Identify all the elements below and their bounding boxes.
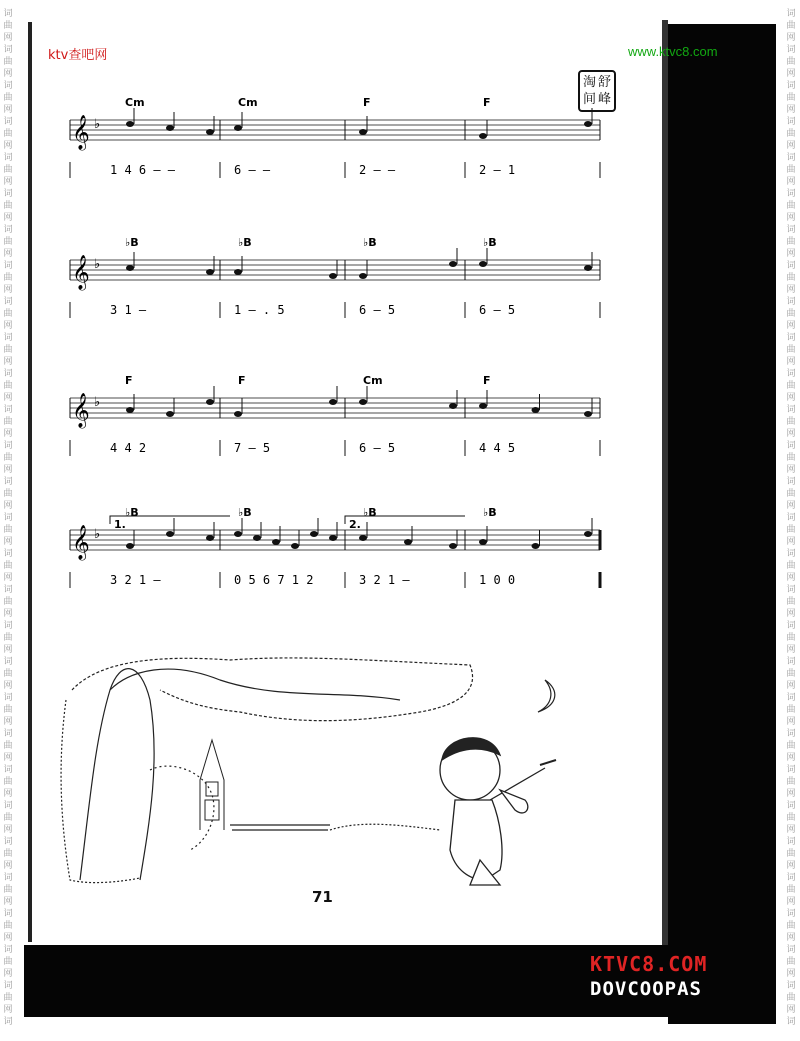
watermark-char: 网 <box>3 717 13 727</box>
watermark-char: 曲 <box>786 93 796 103</box>
watermark-char: 网 <box>786 825 796 835</box>
watermark-char: 词 <box>786 189 796 199</box>
jianpu-measure: 1 4 6 — — <box>110 163 176 177</box>
watermark-char: 曲 <box>786 129 796 139</box>
watermark-char: 曲 <box>3 237 13 247</box>
watermark-char: 网 <box>3 177 13 187</box>
jianpu-measure: 6 — 5 <box>479 303 516 317</box>
treble-clef: 𝄞 <box>72 115 90 150</box>
notehead <box>532 543 540 549</box>
watermark-char: 网 <box>3 393 13 403</box>
page-number: 71 <box>312 888 333 906</box>
jianpu-measure: 1 — . 5 <box>234 303 285 317</box>
watermark-char: 曲 <box>3 561 13 571</box>
ktvc8-logo: KTVC8.COM DOVCOOPAS <box>590 952 708 1000</box>
watermark-char: 网 <box>786 933 796 943</box>
key-signature-flat: ♭ <box>94 257 101 272</box>
notehead <box>532 407 540 413</box>
watermark-char: 词 <box>786 801 796 811</box>
jianpu-measure: 0 5 6 7 1 2 <box>234 573 314 587</box>
watermark-char: 曲 <box>786 741 796 751</box>
watermark-char: 网 <box>3 933 13 943</box>
notehead <box>479 403 487 409</box>
notehead <box>449 403 457 409</box>
watermark-char: 词 <box>3 297 13 307</box>
notehead <box>584 265 592 271</box>
watermark-char: 词 <box>3 333 13 343</box>
notehead <box>166 411 174 417</box>
watermark-char: 网 <box>786 393 796 403</box>
watermark-char: 曲 <box>3 777 13 787</box>
watermark-char: 曲 <box>786 165 796 175</box>
watermark-char: 词 <box>3 693 13 703</box>
watermark-char: 网 <box>786 897 796 907</box>
watermark-char: 词 <box>3 585 13 595</box>
watermark-char: 词 <box>3 837 13 847</box>
notehead <box>329 273 337 279</box>
seal-stamp: 淘 舒间 峰 <box>578 70 616 112</box>
watermark-char: 词 <box>3 765 13 775</box>
watermark-char: 网 <box>3 789 13 799</box>
jianpu-measure: 4 4 5 <box>479 441 516 455</box>
watermark-char: 网 <box>3 285 13 295</box>
watermark-char: 网 <box>3 465 13 475</box>
watermark-char: 词 <box>786 477 796 487</box>
chord-symbol: ♭B <box>238 506 252 519</box>
watermark-char: 曲 <box>786 813 796 823</box>
watermark-char: 曲 <box>786 309 796 319</box>
notehead <box>126 407 134 413</box>
notehead <box>584 411 592 417</box>
notehead <box>253 535 261 541</box>
watermark-char: 网 <box>3 357 13 367</box>
watermark-char: 词 <box>786 657 796 667</box>
watermark-char: 网 <box>786 573 796 583</box>
notehead <box>234 125 242 131</box>
watermark-char: 词 <box>3 405 13 415</box>
watermark-char: 网 <box>3 861 13 871</box>
watermark-char: 网 <box>3 1005 13 1015</box>
watermark-char: 曲 <box>786 453 796 463</box>
watermark-char: 网 <box>3 249 13 259</box>
watermark-char: 曲 <box>3 705 13 715</box>
watermark-char: 曲 <box>3 309 13 319</box>
watermark-char: 网 <box>786 609 796 619</box>
chord-symbol: ♭B <box>483 506 497 519</box>
watermark-char: 网 <box>3 321 13 331</box>
watermark-char: 词 <box>786 585 796 595</box>
watermark-char: 曲 <box>3 201 13 211</box>
watermark-char: 词 <box>786 549 796 559</box>
treble-clef: 𝄞 <box>72 255 90 290</box>
treble-clef: 𝄞 <box>72 525 90 560</box>
watermark-char: 曲 <box>3 669 13 679</box>
chord-symbol: F <box>483 374 491 387</box>
notehead <box>584 121 592 127</box>
watermark-char: 词 <box>3 153 13 163</box>
watermark-char: 曲 <box>786 21 796 31</box>
watermark-char: 曲 <box>3 813 13 823</box>
chord-symbol: ♭B <box>125 236 139 249</box>
jianpu-measure: 3 2 1 — <box>359 573 410 587</box>
watermark-char: 网 <box>3 573 13 583</box>
watermark-char: 曲 <box>3 381 13 391</box>
watermark-char: 曲 <box>3 849 13 859</box>
watermark-char: 网 <box>3 681 13 691</box>
watermark-char: 曲 <box>3 165 13 175</box>
watermark-char: 词 <box>786 693 796 703</box>
watermark-char: 曲 <box>3 129 13 139</box>
watermark-char: 词 <box>786 297 796 307</box>
watermark-char: 曲 <box>786 525 796 535</box>
watermark-char: 网 <box>786 105 796 115</box>
watermark-char: 词 <box>786 9 796 19</box>
watermark-char: 网 <box>786 177 796 187</box>
jianpu-measure: 2 — — <box>359 163 396 177</box>
watermark-char: 曲 <box>786 921 796 931</box>
watermark-char: 词 <box>3 729 13 739</box>
watermark-char: 网 <box>786 33 796 43</box>
chord-symbol: ♭B <box>483 236 497 249</box>
watermark-char: 网 <box>3 609 13 619</box>
watermark-char: 词 <box>3 81 13 91</box>
key-signature-flat: ♭ <box>94 117 101 132</box>
jianpu-measure: 3 1 — <box>110 303 147 317</box>
watermark-char: 曲 <box>3 525 13 535</box>
watermark-char: 网 <box>786 789 796 799</box>
watermark-char: 曲 <box>786 489 796 499</box>
watermark-char: 词 <box>3 117 13 127</box>
watermark-char: 网 <box>786 141 796 151</box>
notehead <box>166 531 174 537</box>
watermark-char: 曲 <box>786 597 796 607</box>
watermark-char: 曲 <box>786 957 796 967</box>
watermark-char: 曲 <box>786 669 796 679</box>
watermark-char: 词 <box>786 729 796 739</box>
watermark-char: 网 <box>786 753 796 763</box>
chord-symbol: Cm <box>238 96 258 109</box>
moon-icon <box>538 680 555 712</box>
watermark-char: 曲 <box>786 849 796 859</box>
jianpu-measure: 6 — 5 <box>359 441 396 455</box>
jianpu-measure: 6 — 5 <box>359 303 396 317</box>
watermark-char: 曲 <box>786 57 796 67</box>
watermark-char: 词 <box>786 873 796 883</box>
notehead <box>234 531 242 537</box>
watermark-char: 曲 <box>786 417 796 427</box>
chord-symbol: F <box>483 96 491 109</box>
watermark-char: 网 <box>3 501 13 511</box>
watermark-char: 词 <box>3 45 13 55</box>
watermark-char: 词 <box>786 513 796 523</box>
watermark-char: 词 <box>3 9 13 19</box>
watermark-char: 词 <box>786 405 796 415</box>
watermark-char: 网 <box>786 213 796 223</box>
notehead <box>584 531 592 537</box>
key-signature-flat: ♭ <box>94 527 101 542</box>
watermark-char: 词 <box>786 909 796 919</box>
notehead <box>359 399 367 405</box>
notehead <box>166 125 174 131</box>
watermark-char: 词 <box>3 657 13 667</box>
jianpu-measure: 6 — — <box>234 163 271 177</box>
watermark-char: 网 <box>3 69 13 79</box>
watermark-char: 曲 <box>786 237 796 247</box>
watermark-char: 词 <box>786 117 796 127</box>
notehead <box>206 535 214 541</box>
watermark-char: 词 <box>3 909 13 919</box>
watermark-char: 网 <box>786 429 796 439</box>
notehead <box>310 531 318 537</box>
watermark-char: 词 <box>786 981 796 991</box>
notehead <box>206 269 214 275</box>
watermark-char: 词 <box>786 441 796 451</box>
jianpu-measure: 3 2 1 — <box>110 573 161 587</box>
notehead <box>479 261 487 267</box>
watermark-char: 词 <box>3 981 13 991</box>
watermark-char: 词 <box>3 477 13 487</box>
watermark-char: 网 <box>3 897 13 907</box>
jianpu-measure: 1 0 0 <box>479 573 516 587</box>
watermark-char: 网 <box>786 69 796 79</box>
watermark-char: 词 <box>3 513 13 523</box>
notehead <box>234 411 242 417</box>
chord-symbol: F <box>363 96 371 109</box>
watermark-char: 曲 <box>3 741 13 751</box>
watermark-char: 词 <box>786 621 796 631</box>
watermark-char: 曲 <box>3 633 13 643</box>
watermark-char: 词 <box>3 1017 13 1027</box>
watermark-char: 网 <box>3 429 13 439</box>
notehead <box>359 273 367 279</box>
watermark-char: 曲 <box>3 273 13 283</box>
volta-number: 2. <box>349 518 361 531</box>
watermark-char: 曲 <box>3 345 13 355</box>
watermark-char: 词 <box>786 225 796 235</box>
watermark-char: 曲 <box>3 885 13 895</box>
jianpu-measure: 4 4 2 <box>110 441 147 455</box>
watermark-char: 网 <box>3 33 13 43</box>
watermark-char: 网 <box>3 969 13 979</box>
watermark-char: 词 <box>786 333 796 343</box>
notehead <box>126 121 134 127</box>
watermark-char: 网 <box>786 861 796 871</box>
watermark-char: 曲 <box>3 597 13 607</box>
watermark-char: 曲 <box>786 201 796 211</box>
chord-symbol: F <box>238 374 246 387</box>
watermark-char: 词 <box>3 369 13 379</box>
watermark-char: 网 <box>786 969 796 979</box>
watermark-char: 曲 <box>786 633 796 643</box>
notehead <box>479 133 487 139</box>
notehead <box>359 129 367 135</box>
tree-illustration <box>61 658 472 883</box>
watermark-char: 网 <box>3 537 13 547</box>
watermark-char: 曲 <box>3 21 13 31</box>
watermark-char: 曲 <box>786 993 796 1003</box>
watermark-char: 网 <box>3 105 13 115</box>
watermark-right: www.ktvc8.com <box>628 44 718 59</box>
watermark-char: 网 <box>786 645 796 655</box>
watermark-char: 网 <box>3 645 13 655</box>
watermark-char: 曲 <box>786 705 796 715</box>
watermark-char: 网 <box>786 465 796 475</box>
notehead <box>329 535 337 541</box>
watermark-char: 曲 <box>786 885 796 895</box>
boy-violinist-drawing <box>440 738 556 885</box>
watermark-char: 曲 <box>786 381 796 391</box>
watermark-char: 词 <box>786 153 796 163</box>
notehead <box>206 399 214 405</box>
watermark-char: 词 <box>3 549 13 559</box>
watermark-char: 网 <box>786 537 796 547</box>
notehead <box>329 399 337 405</box>
jianpu-measure: 2 — 1 <box>479 163 516 177</box>
notehead <box>234 269 242 275</box>
watermark-char: 曲 <box>786 273 796 283</box>
watermark-char: 网 <box>786 717 796 727</box>
watermark-char: 曲 <box>786 345 796 355</box>
watermark-char: 词 <box>786 1017 796 1027</box>
watermark-char: 曲 <box>3 57 13 67</box>
treble-clef: 𝄞 <box>72 393 90 428</box>
watermark-char: 词 <box>3 225 13 235</box>
watermark-char: 曲 <box>3 489 13 499</box>
notehead <box>404 539 412 545</box>
notehead <box>126 543 134 549</box>
watermark-char: 词 <box>786 81 796 91</box>
chord-symbol: ♭B <box>238 236 252 249</box>
watermark-char: 曲 <box>3 93 13 103</box>
chord-symbol: ♭B <box>125 506 139 519</box>
chord-symbol: Cm <box>125 96 145 109</box>
notehead <box>206 129 214 135</box>
watermark-char: 曲 <box>786 777 796 787</box>
watermark-char: 词 <box>3 945 13 955</box>
notehead <box>126 265 134 271</box>
watermark-char: 网 <box>3 825 13 835</box>
volta-number: 1. <box>114 518 126 531</box>
watermark-char: 网 <box>786 357 796 367</box>
chord-symbol: Cm <box>363 374 383 387</box>
notehead <box>272 539 280 545</box>
watermark-char: 词 <box>3 801 13 811</box>
watermark-char: 曲 <box>3 417 13 427</box>
jianpu-measure: 7 — 5 <box>234 441 271 455</box>
watermark-char: 网 <box>786 681 796 691</box>
watermark-char: 网 <box>786 249 796 259</box>
watermark-char: 词 <box>786 837 796 847</box>
watermark-char: 词 <box>3 189 13 199</box>
notehead <box>291 543 299 549</box>
watermark-char: 曲 <box>3 993 13 1003</box>
watermark-char: 词 <box>3 873 13 883</box>
watermark-char: 曲 <box>3 957 13 967</box>
watermark-char: 网 <box>786 501 796 511</box>
watermark-char: 词 <box>786 765 796 775</box>
watermark-char: 网 <box>786 1005 796 1015</box>
watermark-char: 词 <box>3 441 13 451</box>
chord-symbol: F <box>125 374 133 387</box>
watermark-char: 网 <box>3 753 13 763</box>
church-tower-drawing <box>200 740 224 830</box>
key-signature-flat: ♭ <box>94 395 101 410</box>
chord-symbol: ♭B <box>363 236 377 249</box>
notehead <box>479 539 487 545</box>
watermark-char: 词 <box>786 45 796 55</box>
watermark-char: 网 <box>3 213 13 223</box>
watermark-char: 网 <box>786 321 796 331</box>
watermark-char: 网 <box>3 141 13 151</box>
watermark-char: 曲 <box>786 561 796 571</box>
watermark-left: ktv查吧网 <box>48 48 108 63</box>
notehead <box>449 261 457 267</box>
watermark-char: 曲 <box>3 453 13 463</box>
watermark-char: 词 <box>786 369 796 379</box>
watermark-char: 词 <box>786 261 796 271</box>
watermark-char: 词 <box>3 261 13 271</box>
notehead <box>449 543 457 549</box>
watermark-char: 曲 <box>3 921 13 931</box>
chord-symbol: ♭B <box>363 506 377 519</box>
watermark-char: 词 <box>786 945 796 955</box>
watermark-char: 网 <box>786 285 796 295</box>
notehead <box>359 535 367 541</box>
watermark-char: 词 <box>3 621 13 631</box>
